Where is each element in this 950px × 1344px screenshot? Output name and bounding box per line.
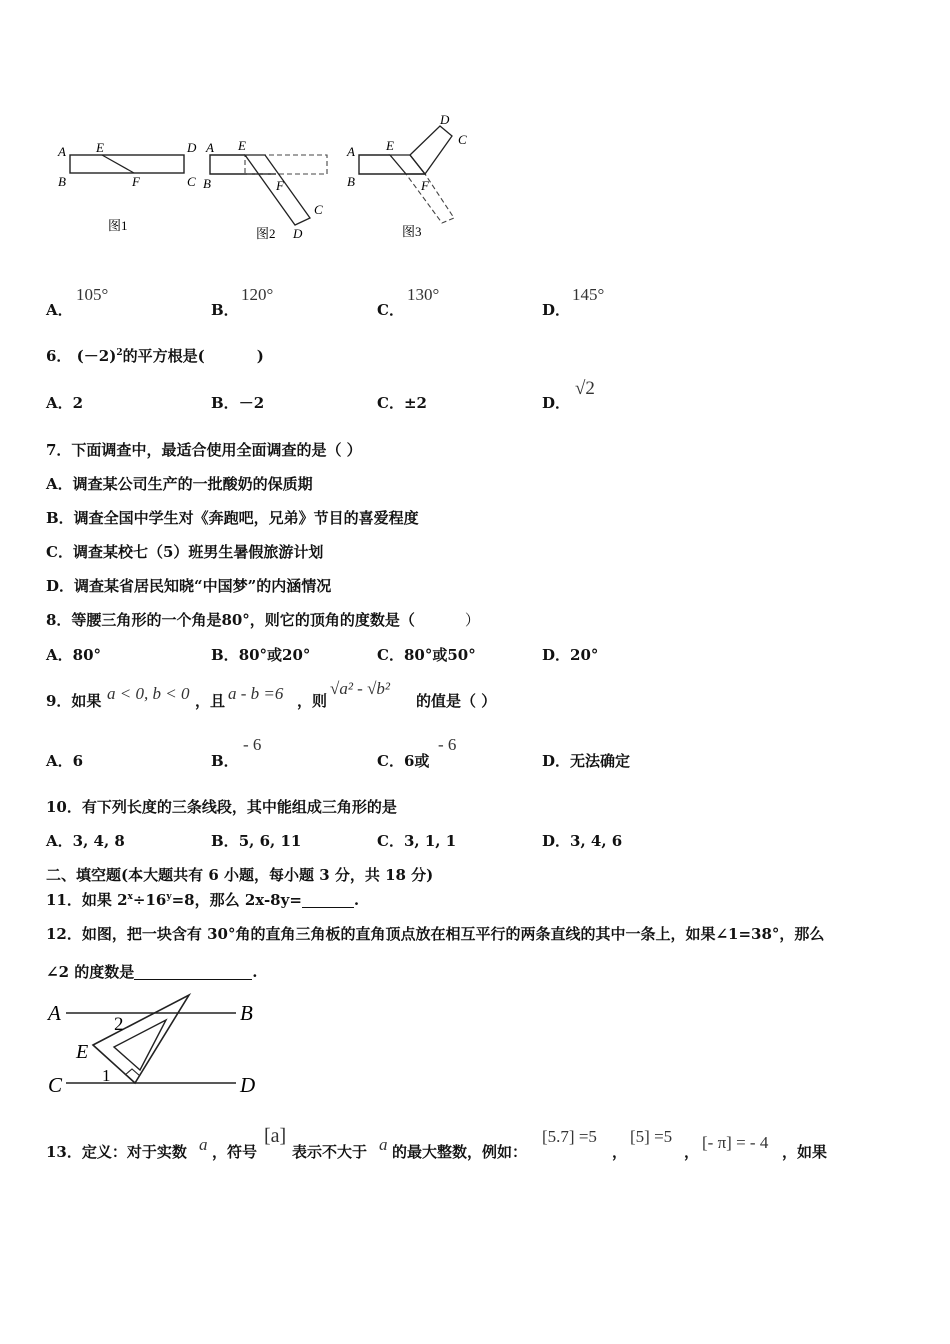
q13-sep-2: ， [684,1143,700,1161]
q13-pre: 13．定义：对于实数 [46,1143,187,1161]
label-b: B [240,1001,253,1025]
folding-strip-figures [50,108,480,248]
fig2-label-f: F [276,178,284,193]
q9-condition: a < 0, b < 0 [107,684,190,703]
q5-option-c-value: 130° [407,285,440,304]
q9-post: 的值是（ ） [416,692,497,710]
q5-option-d-letter: D． [542,301,571,319]
q11-answer-blank[interactable] [302,893,354,908]
label-c: C [48,1073,63,1097]
angle-1-label: 1 [102,1066,111,1085]
q6-option-b: B．－2 [211,394,265,412]
figure-1 [57,140,197,233]
q13-desc-2: 的最大整数，例如： [392,1143,528,1161]
label-e: E [76,1041,89,1063]
q9-option-c-math: - 6 [438,735,457,754]
fig3-label-b: B [347,174,355,189]
q9-option-b-letter: B． [211,752,239,770]
q10-option-c: C．3, 1, 1 [377,832,457,850]
fig2-label-c: C [314,202,323,217]
q10-option-d: D．3, 4, 6 [542,832,623,850]
fig3-caption: 图3 [402,224,422,239]
fig1-label-a: A [58,144,66,159]
section-2-heading: 二、填空题(本大题共有 6 小题，每小题 3 分，共 18 分) [46,866,434,884]
q8-option-d: D．20° [542,646,599,664]
q13-example-2: [5] =5 [630,1127,673,1146]
question-12-line-2: ∠2 的度数是 . [46,963,258,981]
q5-option-b-letter: B． [211,301,239,319]
q13-example-3: [- π] = - 4 [702,1133,769,1152]
q13-bracket-a: [a] [264,1125,287,1147]
fig1-label-e: E [96,140,104,155]
q10-option-a: A．3, 4, 8 [46,832,125,850]
q6-base: (－2) [76,347,117,365]
question-10-stem: 10．有下列长度的三条线段，其中能组成三角形的是 [46,798,397,816]
fig1-label-d: D [187,140,197,155]
q5-option-a-letter: A． [46,301,73,319]
q12-answer-blank[interactable] [134,965,252,980]
q6-number: 6． [46,347,72,365]
q6-option-d-value: √2 [575,378,595,399]
q9-option-c: C．6或 [377,752,430,770]
fig3-label-d: D [440,112,450,127]
q9-and: ，且 [195,692,226,710]
q7-option-c: C．调查某校七（5）班男生暑假旅游计划 [46,543,324,561]
q5-option-d-value: 145° [572,285,605,304]
q9-option-b-value: - 6 [243,735,262,754]
q7-option-d: D．调查某省居民知晓“中国梦”的内涵情况 [46,577,332,595]
q9-then: ，则 [297,692,328,710]
q5-option-c-letter: C． [377,301,404,319]
question-6-stem [46,345,264,366]
q13-symbol-text: ，符号 [212,1143,258,1161]
q5-option-b-value: 120° [241,285,274,304]
q9-option-d: D．无法确定 [542,752,631,770]
q13-example-1: [5.7] =5 [542,1127,597,1146]
fig3-label-f: F [421,178,429,193]
fig1-caption: 图1 [108,218,128,233]
fig1-label-c: C [187,174,196,189]
q10-option-b: B．5, 6, 11 [211,832,302,850]
q9-expression: √a² - √b² [330,679,391,698]
angle-2-label: 2 [114,1014,124,1035]
q8-option-b: B．80°或20° [211,646,311,664]
q8-option-a: A．80° [46,646,102,664]
q13-var-a: a [199,1135,208,1154]
q6-close: ) [256,347,264,365]
q13-post: ，如果 [782,1143,828,1161]
q9-equation: a - b =6 [228,684,284,703]
q6-rest: 的平方根是( [122,347,205,365]
question-11: 11．如果 $2^x\div 16^y=8$，那么 2x-8y= . [46,891,360,909]
q7-option-a: A．调查某公司生产的一批酸奶的保质期 [46,475,313,493]
q13-var-a-2: a [379,1135,388,1154]
parallel-lines-triangle-figure [44,990,274,1102]
fig3-label-c: C [458,132,467,147]
fig2-label-e: E [238,138,246,153]
label-a: A [48,1001,61,1025]
q8-option-c: C．80°或50° [377,646,476,664]
q6-option-a: A．2 [46,394,84,412]
label-d: D [240,1073,256,1097]
q6-option-d-letter: D． [542,394,571,412]
q6-exponent: 2 [116,348,123,358]
q7-option-b: B．调查全国中学生对《奔跑吧，兄弟》节目的喜爱程度 [46,509,419,527]
figure-2 [203,138,327,241]
figure-3 [346,112,467,239]
question-8-stem: 8．等腰三角形的一个角是80°，则它的顶角的度数是（ ） [46,611,480,629]
q6-option-c: C．±2 [377,394,427,412]
fig2-label-a: A [206,140,214,155]
question-12-line-1: 12．如图，把一块含有 30°角的直角三角板的直角顶点放在相互平行的两条直线的其中一条上，如果∠1=38°，那么 [46,925,825,943]
fig3-label-a: A [347,144,355,159]
q9-option-a: A．6 [46,752,84,770]
fig2-label-d: D [293,226,303,241]
q5-option-a-value: 105° [76,285,109,304]
q9-pre: 9．如果 [46,692,102,710]
q13-sep-1: ， [612,1143,628,1161]
fig1-label-b: B [58,174,66,189]
question-7-stem: 7．下面调查中，最适合使用全面调查的是（ ） [46,441,362,459]
q13-desc: 表示不大于 [292,1143,368,1161]
fig3-label-e: E [386,138,394,153]
fig2-label-b: B [203,176,211,191]
fig1-label-f: F [132,174,140,189]
fig2-caption: 图2 [256,226,276,241]
